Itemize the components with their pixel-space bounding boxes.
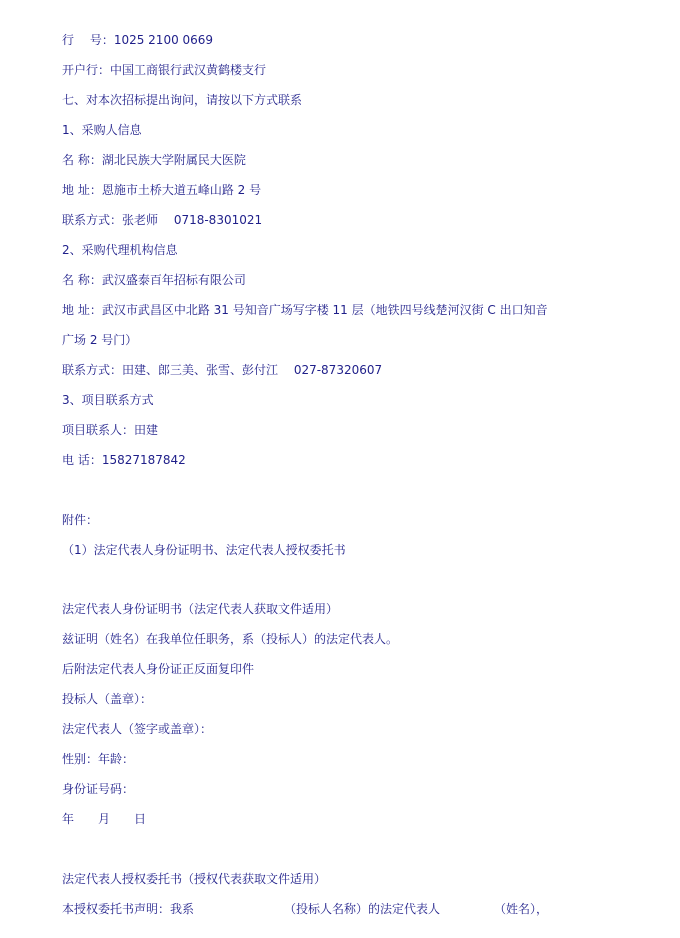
agency-contact: 联系方式：田建、郎三美、张雪、彭付江 027-87320607: [62, 363, 383, 377]
identity-cert-statement: 兹证明（姓名）在我单位任职务，系（投标人）的法定代表人。: [62, 632, 399, 646]
identity-cert-title: 法定代表人身份证明书（法定代表人获取文件适用）: [62, 602, 339, 616]
gender-age-line: 性别：年龄：: [62, 752, 135, 766]
section-7-heading: 七、对本次招标提出询问，请按以下方式联系: [62, 93, 303, 107]
project-contact-heading: 3、项目联系方式: [62, 393, 154, 407]
authorization-statement: 本授权委托书声明：我系 （投标人名称）的法定代表人 （姓名），: [62, 902, 549, 916]
project-contact-person: 项目联系人：田建: [62, 423, 159, 437]
legal-rep-sign-line: 法定代表人（签字或盖章）：: [62, 722, 213, 736]
id-number-line: 身份证号码：: [62, 782, 135, 796]
identity-cert-attachment: 后附法定代表人身份证正反面复印件: [62, 662, 255, 676]
agency-name: 名 称：武汉盛泰百年招标有限公司: [62, 273, 246, 287]
bidder-seal-line: 投标人（盖章）：: [62, 692, 153, 706]
purchaser-info-heading: 1、采购人信息: [62, 123, 142, 137]
authorization-title: 法定代表人授权委托书（授权代表获取文件适用）: [62, 872, 327, 886]
agency-address: 地 址：武汉市武昌区中北路 31 号知音广场写字楼 11 层（地铁四号线楚河汉街 C 出口知音: [62, 303, 548, 317]
agency-info-heading: 2、采购代理机构信息: [62, 243, 178, 257]
project-phone: 电 话：15827187842: [62, 453, 186, 467]
agency-address-cont: 广场 2 号门）: [62, 333, 138, 347]
attachment-heading: 附件：: [62, 513, 99, 527]
bank-name-line: 开户行：中国工商银行武汉黄鹤楼支行: [62, 63, 267, 77]
attachment-item-1: （1）法定代表人身份证明书、法定代表人授权委托书: [62, 543, 346, 557]
purchaser-contact: 联系方式：张老师 0718-8301021: [62, 213, 263, 227]
purchaser-name: 名 称：湖北民族大学附属民大医院: [62, 153, 246, 167]
bank-account-line: 行 号：1025 2100 0669: [62, 33, 214, 47]
purchaser-address: 地 址：恩施市土桥大道五峰山路 2 号: [62, 183, 262, 197]
date-line: 年 月 日: [62, 812, 147, 826]
